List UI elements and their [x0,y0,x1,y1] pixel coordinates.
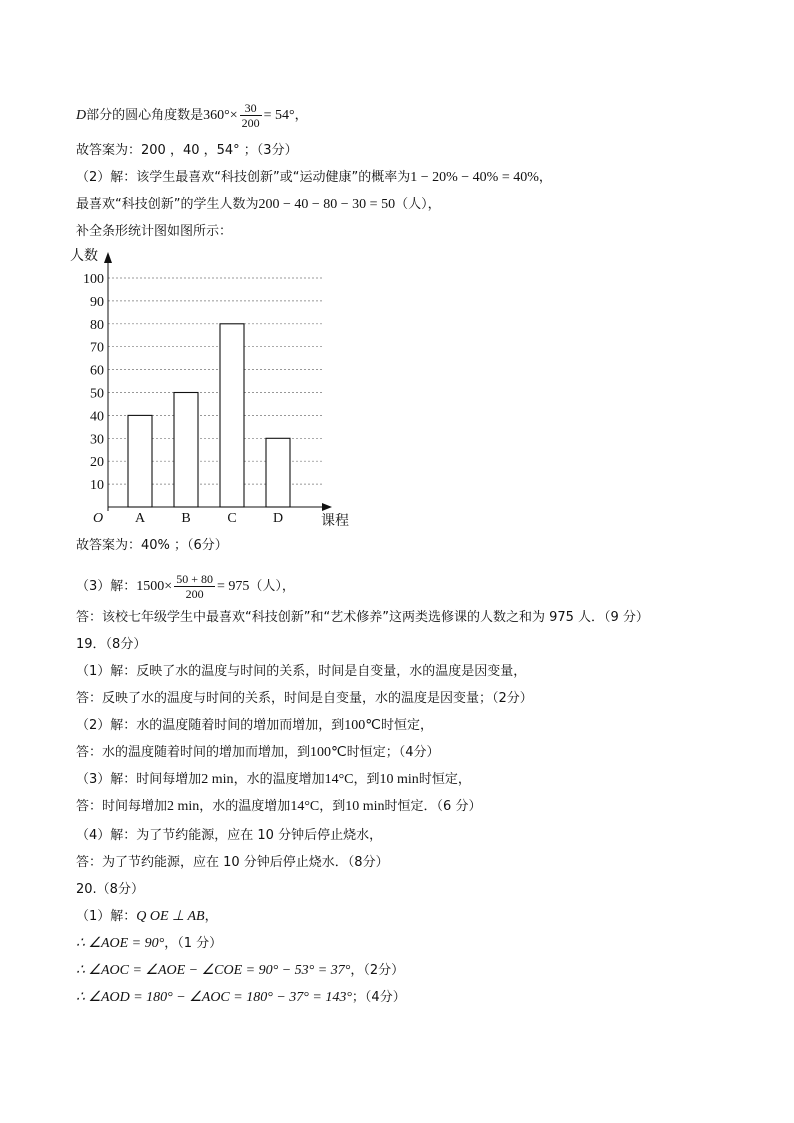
q19-part4-solution: （4）解：为了节约能源，应在 10 分钟后停止烧水， [76,828,383,843]
y-axis-arrow [104,252,112,263]
fraction: $\frac{50 + 80}{200}$ [176,572,213,601]
variable-d: D [76,108,87,123]
y-tick-label: 80 [90,317,104,333]
q20-step2: ∴ ∠AOE = 90°，（1 分） [76,936,223,951]
q19-part2-answer: 答：水的温度随着时间的增加而增加，到100℃时恒定；（4分） [76,745,440,760]
y-tick-label: 100 [83,272,104,287]
line-student-count: 最喜欢“科技创新”的学生人数为200 − 40 − 80 − 30 = 50（人）， [76,197,441,212]
bar-A [128,415,152,507]
y-tick-label: 10 [90,478,104,494]
y-tick-label: 60 [90,363,104,379]
q19-part2-solution: （2）解：水的温度随着时间的增加而增加，到100℃时恒定， [76,718,434,733]
y-tick-label: 30 [90,432,104,448]
chart-labels [70,247,349,529]
fraction: $\frac{30}{200}$ [241,101,260,130]
x-tick-label: C [227,511,237,526]
y-tick-label: 40 [90,409,104,425]
bar-C [220,324,244,507]
q20-step1: （1）解：Q OE ⊥ AB， [76,909,218,924]
x-tick-label: B [181,511,191,526]
x-axis-label: 课程 [321,514,349,529]
answer-line-part3: 答：该校七年级学生中最喜欢“科技创新”和“艺术修养”这两类选修课的人数之和为 975 人．（9 分） [76,610,649,625]
bar-chart [70,244,370,534]
x-tick-label: D [272,511,284,526]
question-19-header: 19．（8分） [76,637,147,652]
line-probability: （2）解：该学生最喜欢“科技创新”或“运动健康”的概率为1 − 20% − 40% = 40%， [76,170,552,185]
origin-label: O [92,511,104,526]
line-estimate: （3）解：1500× $\frac{50 + 80}{200}$ = 975（人）， [76,572,295,601]
question-20-header: 20.（8分） [76,882,144,897]
bar-D [266,438,290,507]
answer-line-part1: 故答案为：200 ，40 ，54° ；（3分） [76,143,298,158]
q19-part1-answer: 答：反映了水的温度与时间的关系，时间是自变量，水的温度是因变量；（2分） [76,691,533,706]
x-axis-arrow [322,503,332,511]
y-tick-label: 20 [90,455,104,471]
y-tick-label: 70 [90,340,104,356]
bar-B [174,393,198,508]
x-tick-label: A [134,511,146,526]
q19-part3-solution: （3）解：时间每增加2 min，水的温度增加14°C，到10 min时恒定， [76,772,471,787]
y-tick-label: 90 [90,294,104,310]
answer-line-part2: 故答案为：40% ；（6分） [76,538,228,553]
q20-step3: ∴ ∠AOC = ∠AOE − ∠COE = 90° − 53° = 37°，（2分） [76,963,405,978]
q20-step4: ∴ ∠AOD = 180° − ∠AOC = 180° − 37° = 143°；（4分） [76,990,406,1005]
y-tick-label: 50 [90,386,104,402]
line-chart-intro: 补全条形统计图如图所示： [76,224,233,239]
q19-part3-answer: 答：时间每增加2 min，水的温度增加14°C，到10 min时恒定．（6 分） [76,799,482,814]
line-central-angle-d: D部分的圆心角度数是360°× $\frac{30}{200}$ = 54°， [76,101,308,130]
q19-part4-answer: 答：为了节约能源，应在 10 分钟后停止烧水．（8分） [76,855,389,870]
q19-part1-solution: （1）解：反映了水的温度与时间的关系，时间是自变量，水的温度是因变量， [76,664,527,679]
y-axis-label: 人数 [70,249,98,264]
